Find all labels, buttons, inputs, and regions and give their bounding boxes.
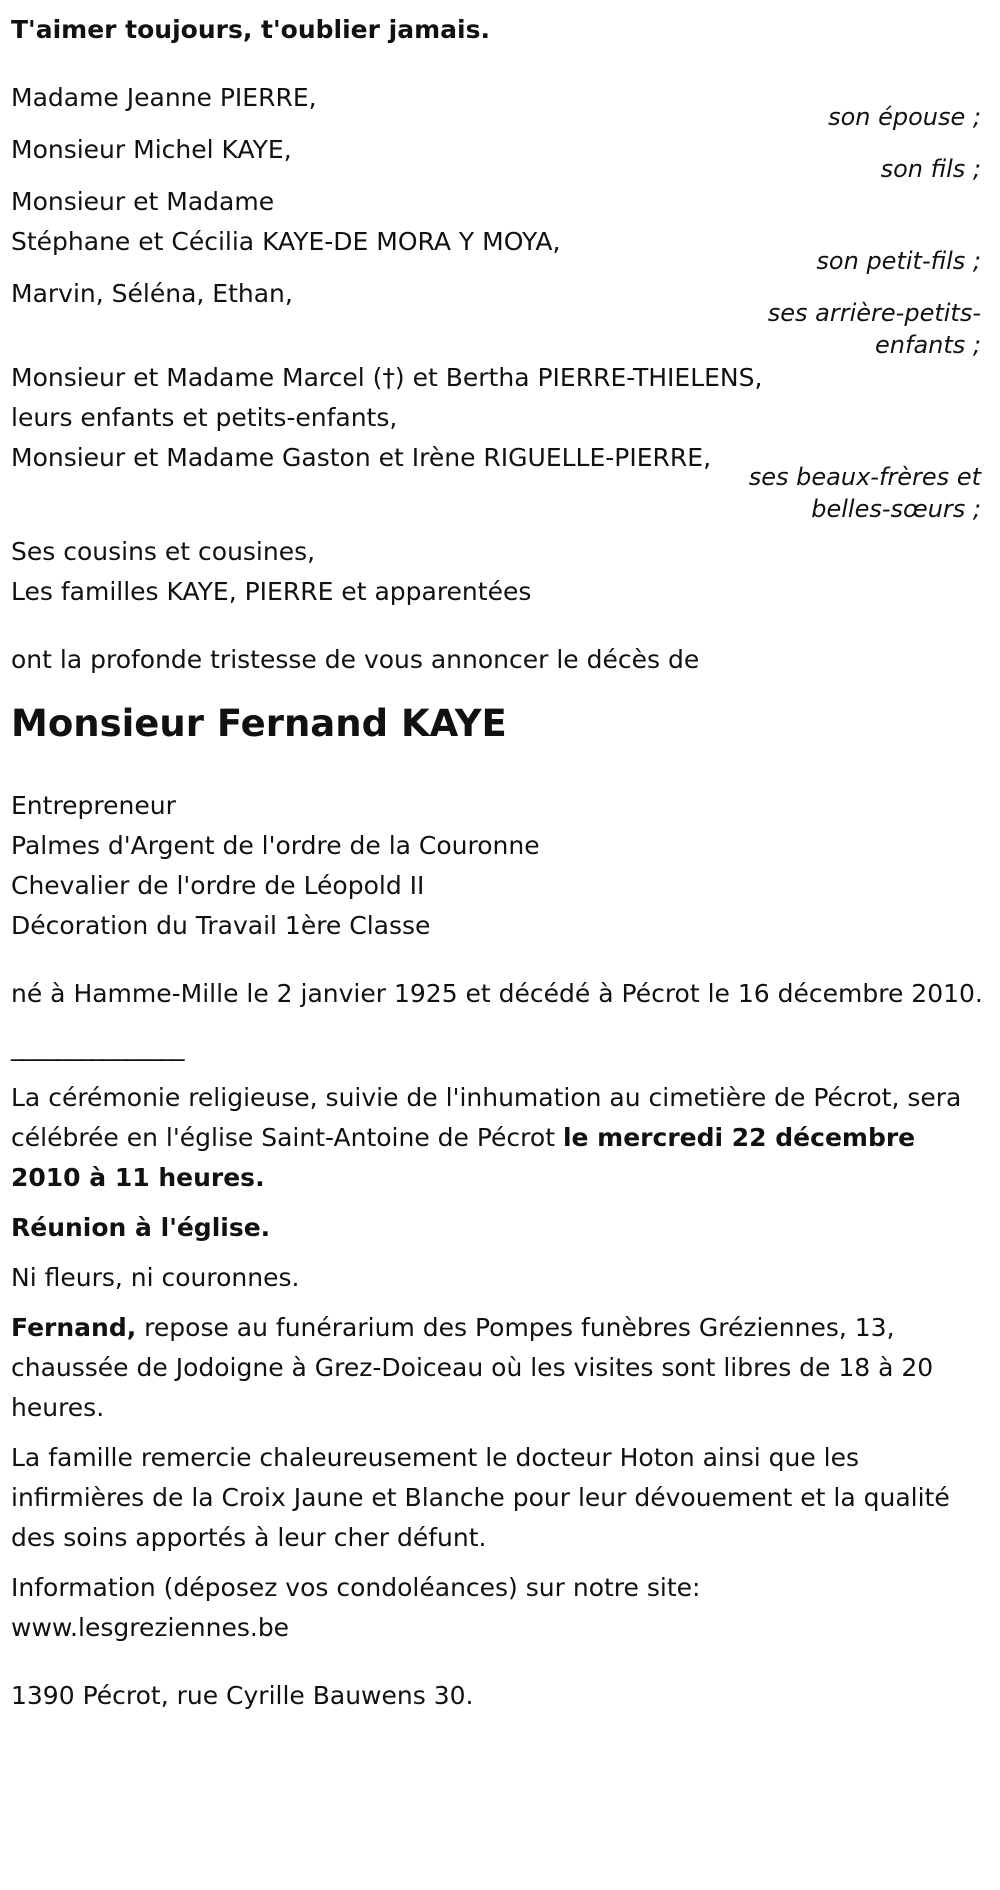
inlaws-line-2: leurs enfants et petits-enfants, [11, 403, 398, 432]
title-0: Entrepreneur [11, 791, 176, 820]
son-relation: son fils ; [880, 155, 981, 183]
cousins: Ses cousins et cousines, [11, 537, 316, 566]
inlaws-relation-1: ses beaux-frères et [748, 463, 981, 491]
inlaws-line-1: Monsieur et Madame Marcel (†) et Bertha PIERRE-THIELENS, [11, 363, 763, 392]
thanks: La famille remercie chaleureusement le docteur Hoton ainsi que les infirmières de la Croix Jaune et Blanche pour leur dévouement et la qualité des soins apportés à leur cher défunt. [11, 1443, 950, 1552]
families: Les familles KAYE, PIERRE et apparentées [11, 577, 532, 606]
obituary-content [11, 10, 991, 1716]
no-flowers: Ni fleurs, ni couronnes. [11, 1263, 300, 1292]
great-grandchildren-relation-2: enfants ; [875, 331, 981, 359]
spouse-name: Madame Jeanne PIERRE, [11, 83, 317, 112]
ceremony-text: La cérémonie religieuse, suivie de l'inhumation au cimetière de Pécrot, sera célébrée en l'église Saint-Antoine de Pécrot [11, 1083, 962, 1152]
address: 1390 Pécrot, rue Cyrille Bauwens 30. [11, 1681, 474, 1710]
rests-name: Fernand, [11, 1313, 137, 1342]
ceremony [11, 1078, 991, 1198]
family-list [11, 78, 991, 612]
great-grandchildren-names: Marvin, Séléna, Ethan, [11, 279, 293, 308]
website-link[interactable]: www.lesgreziennes.be [11, 1613, 290, 1642]
meeting: Réunion à l'église. [11, 1213, 271, 1242]
deceased-name: Monsieur Fernand KAYE [11, 702, 507, 745]
grandson-relation: son petit-fils ; [816, 247, 981, 275]
info-line-1: Information (déposez vos condoléances) sur notre site: [11, 1573, 701, 1602]
inlaws-relation-2: belles-sœurs ; [811, 495, 981, 523]
title-1: Palmes d'Argent de l'ordre de la Couronne [11, 831, 540, 860]
deceased-titles [11, 786, 991, 946]
inlaws-line-3: Monsieur et Madame Gaston et Irène RIGUELLE-PIERRE, [11, 443, 712, 472]
spouse-relation: son épouse ; [828, 103, 981, 131]
divider: _______________ [11, 1032, 184, 1061]
title-3: Décoration du Travail 1ère Classe [11, 911, 431, 940]
announcement: ont la profonde tristesse de vous annoncer le décès de [11, 645, 700, 674]
rests-info [11, 1308, 991, 1428]
grandson-line-1: Monsieur et Madame [11, 187, 275, 216]
info-block [11, 1568, 991, 1648]
rests-text: repose au funérarium des Pompes funèbres Gréziennes, 13, chaussée de Jodoigne à Grez-Doiceau où les visites sont libres de 18 à 20 heures. [11, 1313, 934, 1422]
son-name: Monsieur Michel KAYE, [11, 135, 292, 164]
grandson-line-2: Stéphane et Cécilia KAYE-DE MORA Y MOYA, [11, 227, 561, 256]
great-grandchildren-relation-1: ses arrière-petits- [767, 299, 981, 327]
birth-death: né à Hamme-Mille le 2 janvier 1925 et décédé à Pécrot le 16 décembre 2010. [11, 979, 983, 1008]
ceremony-date: le mercredi 22 décembre 2010 à 11 heures. [11, 1123, 916, 1192]
motto: T'aimer toujours, t'oublier jamais. [11, 15, 490, 44]
title-2: Chevalier de l'ordre de Léopold II [11, 871, 425, 900]
